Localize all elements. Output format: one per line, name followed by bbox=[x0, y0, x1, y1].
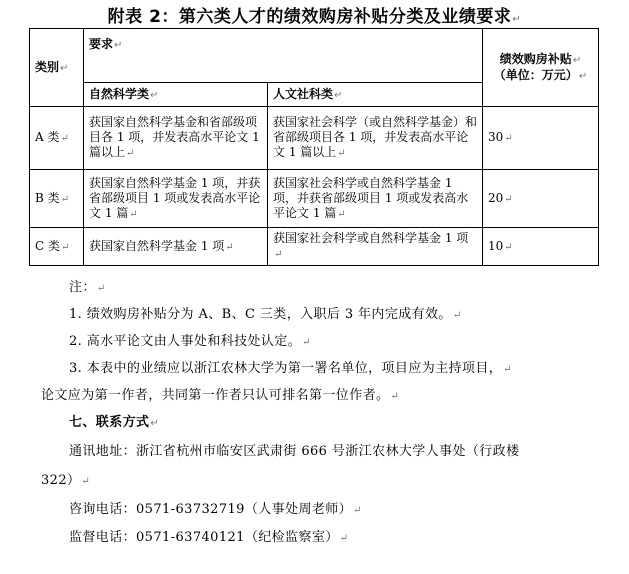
natural-cell: 获国家自然科学基金 1 项，并获省部级项目 1 项或发表高水平论文 1 篇↵ bbox=[84, 170, 268, 228]
note-3: 3. 本表中的业绩应以浙江农林大学为第一署名单位，项目应为主持项目，↵ bbox=[69, 361, 512, 376]
table-row bbox=[30, 170, 599, 228]
page-title: 附表 2：第六类人才的绩效购房补贴分类及业绩要求↵ bbox=[107, 7, 522, 27]
performance-table bbox=[29, 28, 599, 266]
subsidy-cell: 30↵ bbox=[483, 107, 599, 170]
note-3-continued: 论文应为第一作者，共同第一作者只认可排名第一位作者。↵ bbox=[41, 388, 400, 403]
category-cell: C 类↵ bbox=[30, 228, 84, 266]
humanities-cell: 获国家社会科学（或自然科学基金）和省部级项目各 1 项，并发表高水平论文 1 篇以上↵ bbox=[268, 107, 483, 170]
category-cell: B 类↵ bbox=[30, 170, 84, 228]
header-requirement: 要求↵ bbox=[84, 29, 483, 83]
contact-address-continued: 322）↵ bbox=[41, 473, 91, 488]
header-humanities: 人文社科类↵ bbox=[268, 83, 483, 107]
subsidy-cell: 10↵ bbox=[483, 228, 599, 266]
natural-cell: 获国家自然科学基金和省部级项目各 1 项，并发表高水平论文 1 篇以上↵ bbox=[84, 107, 268, 170]
header-natural: 自然科学类↵ bbox=[84, 83, 268, 107]
humanities-cell: 获国家社会科学或自然科学基金 1 项↵ bbox=[268, 228, 483, 266]
header-category: 类别↵ bbox=[30, 29, 84, 107]
note-2: 2. 高水平论文由人事处和科技处认定。↵ bbox=[69, 334, 311, 349]
table-row bbox=[30, 228, 599, 266]
table-row bbox=[30, 107, 599, 170]
contact-address: 通讯地址：浙江省杭州市临安区武肃街 666 号浙江农林大学人事处（行政楼 bbox=[69, 444, 520, 459]
paragraph-mark: ↵ bbox=[512, 14, 522, 25]
category-cell: A 类↵ bbox=[30, 107, 84, 170]
natural-cell: 获国家自然科学基金 1 项↵ bbox=[84, 228, 268, 266]
humanities-cell: 获国家社会科学或自然科学基金 1 项，并获省部级项目 1 项或发表高水平论文 1 篇↵ bbox=[268, 170, 483, 228]
notes-label: 注：↵ bbox=[69, 280, 106, 295]
table-header-row bbox=[30, 29, 599, 83]
header-subsidy: 绩效购房补贴↵ （单位：万元）↵ bbox=[483, 29, 599, 107]
contact-heading: 七、联系方式↵ bbox=[69, 415, 160, 430]
contact-supervise-phone: 监督电话：0571-63740121（纪检监察室）↵ bbox=[69, 530, 349, 545]
contact-phone: 咨询电话：0571-63732719（人事处周老师）↵ bbox=[69, 502, 362, 517]
note-1: 1. 绩效购房补贴分为 A、B、C 三类，入职后 3 年内完成有效。↵ bbox=[69, 307, 462, 322]
subsidy-cell: 20↵ bbox=[483, 170, 599, 228]
